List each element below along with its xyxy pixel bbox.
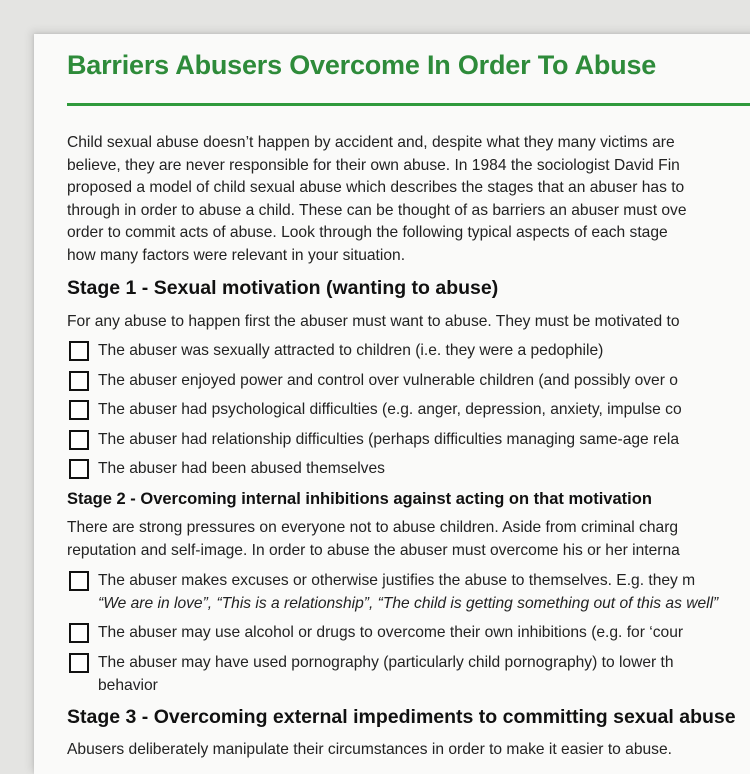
checkbox[interactable] <box>69 623 89 643</box>
checkbox[interactable] <box>69 430 89 450</box>
checklist-item-line: behavior <box>98 676 158 694</box>
checklist-item-text: The abuser was sexually attracted to children (i.e. they were a pedophile) <box>98 342 604 359</box>
checklist-item-text <box>98 652 674 697</box>
intro-line: proposed a model of child sexual abuse which describes the stages that an abuser has to <box>67 179 685 196</box>
checklist-item-line: The abuser makes excuses or otherwise justifies the abuse to themselves. E.g. they m <box>98 572 696 589</box>
intro-line: how many factors were relevant in your situation. <box>67 246 406 264</box>
checkbox[interactable] <box>69 341 89 361</box>
intro-line: Child sexual abuse doesn’t happen by accident and, despite what they many victims are <box>67 134 675 151</box>
stage2-lead-line: There are strong pressures on everyone not to abuse children. Aside from criminal charg <box>67 519 679 536</box>
stage3-heading: Stage 3 - Overcoming external impediments to committing sexual abuse <box>67 706 736 728</box>
intro-line: believe, they are never responsible for their own abuse. In 1984 the sociologist David Fin <box>67 156 680 174</box>
title-divider <box>67 103 750 106</box>
checkbox[interactable] <box>69 371 89 391</box>
checkbox[interactable] <box>69 653 89 673</box>
checkbox[interactable] <box>69 459 89 479</box>
intro-line: through in order to abuse a child. These can be thought of as barriers an abuser must ove <box>67 201 687 219</box>
stage1-lead: For any abuse to happen first the abuser must want to abuse. They must be motivated to <box>67 313 680 330</box>
stage2-heading: Stage 2 - Overcoming internal inhibitions against acting on that motivation <box>67 490 652 508</box>
stage1-heading: Stage 1 - Sexual motivation (wanting to abuse) <box>67 277 499 299</box>
stage2-lead-line: reputation and self-image. In order to abuse the abuser must overcome his or her interna <box>67 541 680 559</box>
checklist-item-text <box>98 570 718 615</box>
checklist-item-text: The abuser had been abused themselves <box>98 460 385 477</box>
stage3-lead: Abusers deliberately manipulate their circumstances in order to make it easier to abuse. <box>67 741 672 758</box>
checklist-item-text: The abuser had psychological difficulties (e.g. anger, depression, anxiety, impulse co <box>98 401 682 418</box>
checklist-item-line: The abuser may have used pornography (particularly child pornography) to lower th <box>98 654 674 671</box>
checklist-item-text: The abuser may use alcohol or drugs to overcome their own inhibitions (e.g. for ‘cour <box>98 624 684 641</box>
checklist-item-text: The abuser enjoyed power and control over vulnerable children (and possibly over o <box>98 372 678 389</box>
checklist-item-text: The abuser had relationship difficulties (perhaps difficulties managing same-age rela <box>98 431 680 448</box>
intro-line: order to commit acts of abuse. Look through the following typical aspects of each stage <box>67 224 668 241</box>
page-title: Barriers Abusers Overcome In Order To Abuse <box>67 50 657 80</box>
checklist-item-quote: “We are in love”, “This is a relationship”, “The child is getting something out of this as well” <box>98 594 719 612</box>
checkbox[interactable] <box>69 571 89 591</box>
document-page <box>34 34 750 774</box>
checkbox[interactable] <box>69 400 89 420</box>
